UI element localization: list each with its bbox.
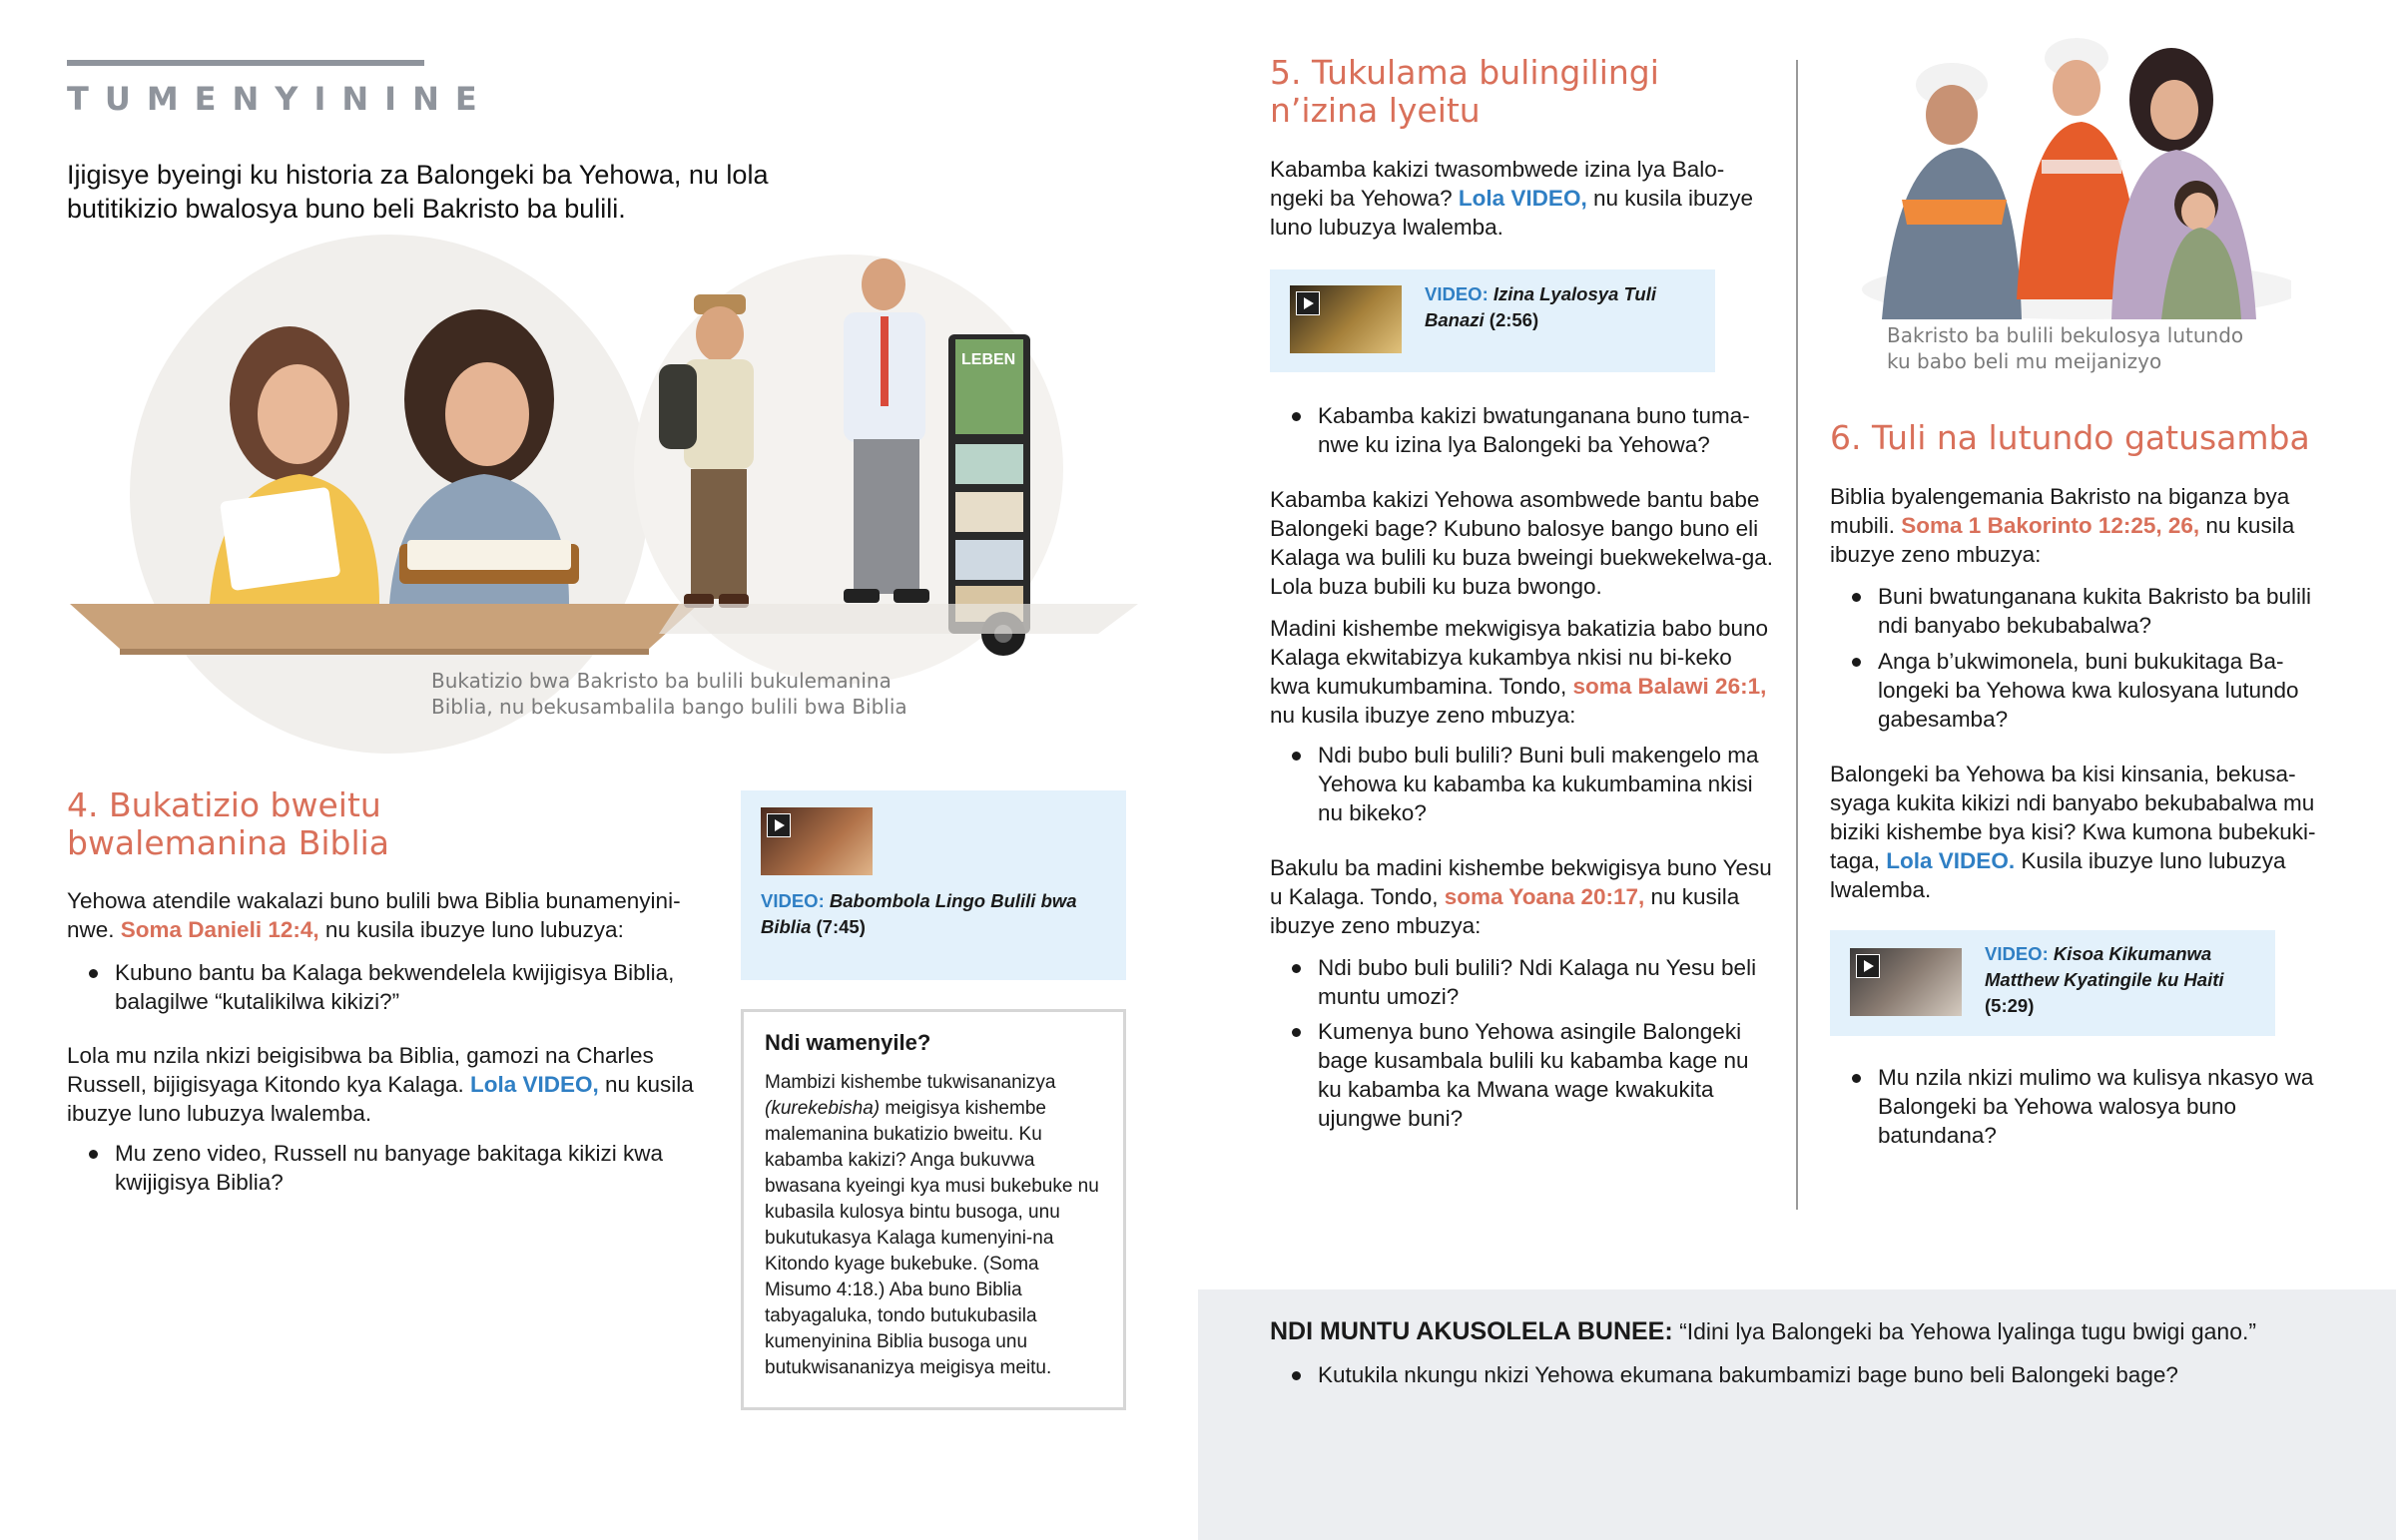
- scripture-link-balawi[interactable]: soma Balawi 26:1,: [1572, 674, 1767, 699]
- objection-label: NDI MUNTU AKUSOLELA BUNEE:: [1270, 1317, 1673, 1345]
- section5-paragraph4: Bakulu ba madini kishembe bekwigisya buno Yesu u Kalaga. Tondo, soma Yoana 20:17, nu kusila ibuzye zeno mbuzya:: [1270, 855, 1772, 938]
- video-box-section6[interactable]: [1830, 930, 2275, 1036]
- section5-bullet-list-1: [1270, 401, 1775, 459]
- did-you-know-title: Ndi wamenyile?: [765, 1030, 931, 1055]
- list-item: Kabamba kakizi bwatunganana buno tuma-nwe ku izina lya Balongeki ba Yehowa?: [1270, 401, 1775, 459]
- video-thumbnail[interactable]: [761, 807, 873, 875]
- section5-title: 5. Tukulama bulingilingi n’izina lyeitu: [1270, 53, 1659, 130]
- list-item: Mu nzila nkizi mulimo wa kulisya nkasyo wa Balongeki ba Yehowa walosya buno batundana?: [1830, 1063, 2339, 1150]
- video-thumbnail[interactable]: [1290, 285, 1402, 353]
- list-item: Buni bwatunganana kukita Bakristo ba bulili ndi banyabo bekubabalwa?: [1830, 582, 2339, 640]
- video-title-line: VIDEO: Izina Lyalosya Tuli Banazi (2:56): [1425, 283, 1657, 330]
- section6-paragraph1: Biblia byalengemania Bakristo na biganza bya mubili. Soma 1 Bakorinto 12:25, 26, nu kusila ibuzye zeno mbuzya:: [1830, 484, 2295, 567]
- column-divider: [1796, 60, 1798, 1210]
- did-you-know-box: [741, 1009, 1126, 1410]
- section4-bullet-list-2: [67, 1139, 706, 1197]
- scripture-link-bakorinto[interactable]: Soma 1 Bakorinto 12:25, 26,: [1901, 513, 2200, 538]
- poster-text: LEBEN: [961, 351, 1016, 368]
- section5-paragraph2: Kabamba kakizi Yehowa asombwede bantu babe Balongeki bage? Kubuno balosye bango buno eli Kalaga wa bulili ku buza bweingi buekwekelwa-ga. Lola buza bubili ku buza bwongo.: [1270, 487, 1774, 599]
- video-box-section4[interactable]: [741, 790, 1126, 980]
- section6-bullet-list-1: [1830, 582, 2339, 734]
- section5-bullet-list-2: [1270, 741, 1775, 827]
- section6-image-caption: Bakristo ba bulili bekulosya lutundo ku babo beli mu meijanizyo: [1887, 323, 2244, 373]
- section6-paragraph2: Balongeki ba Yehowa ba kisi kinsania, bekusa-syaga kukita kikizi ndi banyabo bekubabalwa mu biziki kishembe bya kisi? Kwa kumona bubekuki-taga, Lola VIDEO. Kusila ibuzye luno lubuzya lwalemba.: [1830, 762, 2316, 902]
- list-item: Kubuno bantu ba Kalaga bekwendelela kwijigisya Biblia, balagilwe “kutalikilwa kikizi?”: [67, 958, 706, 1016]
- scripture-link-yoana[interactable]: soma Yoana 20:17,: [1444, 884, 1645, 909]
- objection-text: [1270, 1316, 2368, 1346]
- scripture-link-daniel[interactable]: Soma Danieli 12:4,: [120, 917, 319, 942]
- list-item: Kutukila nkungu nkizi Yehowa ekumana bakumbamizi bage buno beli Balongeki bage?: [1270, 1360, 2368, 1389]
- section5-bullet-list-3: [1270, 953, 1775, 1133]
- play-icon[interactable]: [1856, 954, 1880, 978]
- list-item: Ndi bubo buli bulili? Buni buli makengelo ma Yehowa ku kabamba ka kukumbamina nkisi nu bikeko?: [1270, 741, 1775, 827]
- section-label: TUMENYININE: [67, 80, 493, 118]
- video-link[interactable]: Lola VIDEO.: [1886, 848, 2016, 873]
- section6-bullet-list-2: [1830, 1063, 2339, 1150]
- objection-box: [1198, 1289, 2396, 1540]
- did-you-know-text: Mambizi kishembe tukwisananizya (kurekebisha) meigisya kishembe malemanina bukatizio bweitu. Ku kabamba kakizi? Anga bukuvwa bwasana kyeingi kya musi bukebuke nu kubasila kulosya bintu busoga, unu bukutukasya Kalaga kumenyini-na Kitondo kyage bukebuke. (Soma Misumo 4:18.) Aba buno Biblia tabyagaluka, tondo butukubasila kumenyinina Biblia busoga unu butukwisananizya meigisya meitu.: [765, 1072, 1099, 1378]
- video-link[interactable]: Lola VIDEO,: [1458, 186, 1587, 211]
- intro-text: Ijigisye byeingi ku historia za Balongeki ba Yehowa, nu lola butitikizio bwalosya buno beli Bakristo ba bulili.: [67, 160, 769, 224]
- section5-paragraph3: Madini kishembe mekwigisya bakatizia babo buno Kalaga ekwitabizya kukambya nkisi nu bi-keko kwa kumukumbamina. Tondo, soma Balawi 26:1, nu kusila ibuzye zeno mbuzya:: [1270, 616, 1769, 728]
- section4-paragraph2: Lola mu nzila nkizi beigisibwa ba Biblia, gamozi na Charles Russell, bijigisyaga Kitondo kya Kalaga. Lola VIDEO, nu kusila ibuzye luno lubuzya lwalemba.: [67, 1043, 694, 1126]
- objection-quote: “Idini lya Balongeki ba Yehowa lyalinga tugu bwigi gano.”: [1679, 1318, 2257, 1344]
- section6-title: 6. Tuli na lutundo gatusamba: [1830, 418, 2310, 457]
- header-rule: [67, 60, 424, 66]
- section4-title: 4. Bukatizio bweitu bwalemanina Biblia: [67, 785, 390, 862]
- top-image-caption: Bukatizio bwa Bakristo ba bulili bukulemanina Biblia, nu bekusambalila bango bulili bwa Biblia: [431, 669, 907, 719]
- video-title-line: VIDEO: Kisoa Kikumanwa Matthew Kyatingile ku Haiti (5:29): [1985, 943, 2224, 1016]
- list-item: Anga b’ukwimonela, buni bukukitaga Ba-longeki ba Yehowa kwa kulosyana lutundo gabesamba?: [1830, 647, 2339, 734]
- play-icon[interactable]: [1296, 291, 1320, 315]
- disaster-relief-illustration: [1842, 30, 2291, 319]
- video-link[interactable]: Lola VIDEO,: [469, 1072, 599, 1097]
- section5-paragraph1: Kabamba kakizi twasombwede izina lya Balo-ngeki ba Yehowa? Lola VIDEO, nu kusila ibuzye luno lubuzya lwalemba.: [1270, 157, 1754, 240]
- section4-paragraph1: Yehowa atendile wakalazi buno bulili bwa Biblia bunamenyini-nwe. Soma Danieli 12:4, nu kusila ibuzye luno lubuzya:: [67, 888, 681, 942]
- video-box-section5[interactable]: [1270, 269, 1715, 372]
- list-item: Ndi bubo buli bulili? Ndi Kalaga nu Yesu beli muntu umozi?: [1270, 953, 1775, 1011]
- list-item: Mu zeno video, Russell nu banyage bakitaga kikizi kwa kwijigisya Biblia?: [67, 1139, 706, 1197]
- section4-bullet-list-1: [67, 958, 706, 1016]
- list-item: Kumenya buno Yehowa asingile Balongeki bage kusambala bulili ku kabamba kage nu ku kabamba ka Mwana wage kwakukita ujungwe buni?: [1270, 1017, 1775, 1133]
- play-icon[interactable]: [767, 813, 791, 837]
- video-title-line: VIDEO: Babombola Lingo Bulili bwa Biblia (7:45): [761, 890, 1077, 937]
- objection-bullet-list: [1270, 1360, 2368, 1389]
- video-thumbnail[interactable]: [1850, 948, 1962, 1016]
